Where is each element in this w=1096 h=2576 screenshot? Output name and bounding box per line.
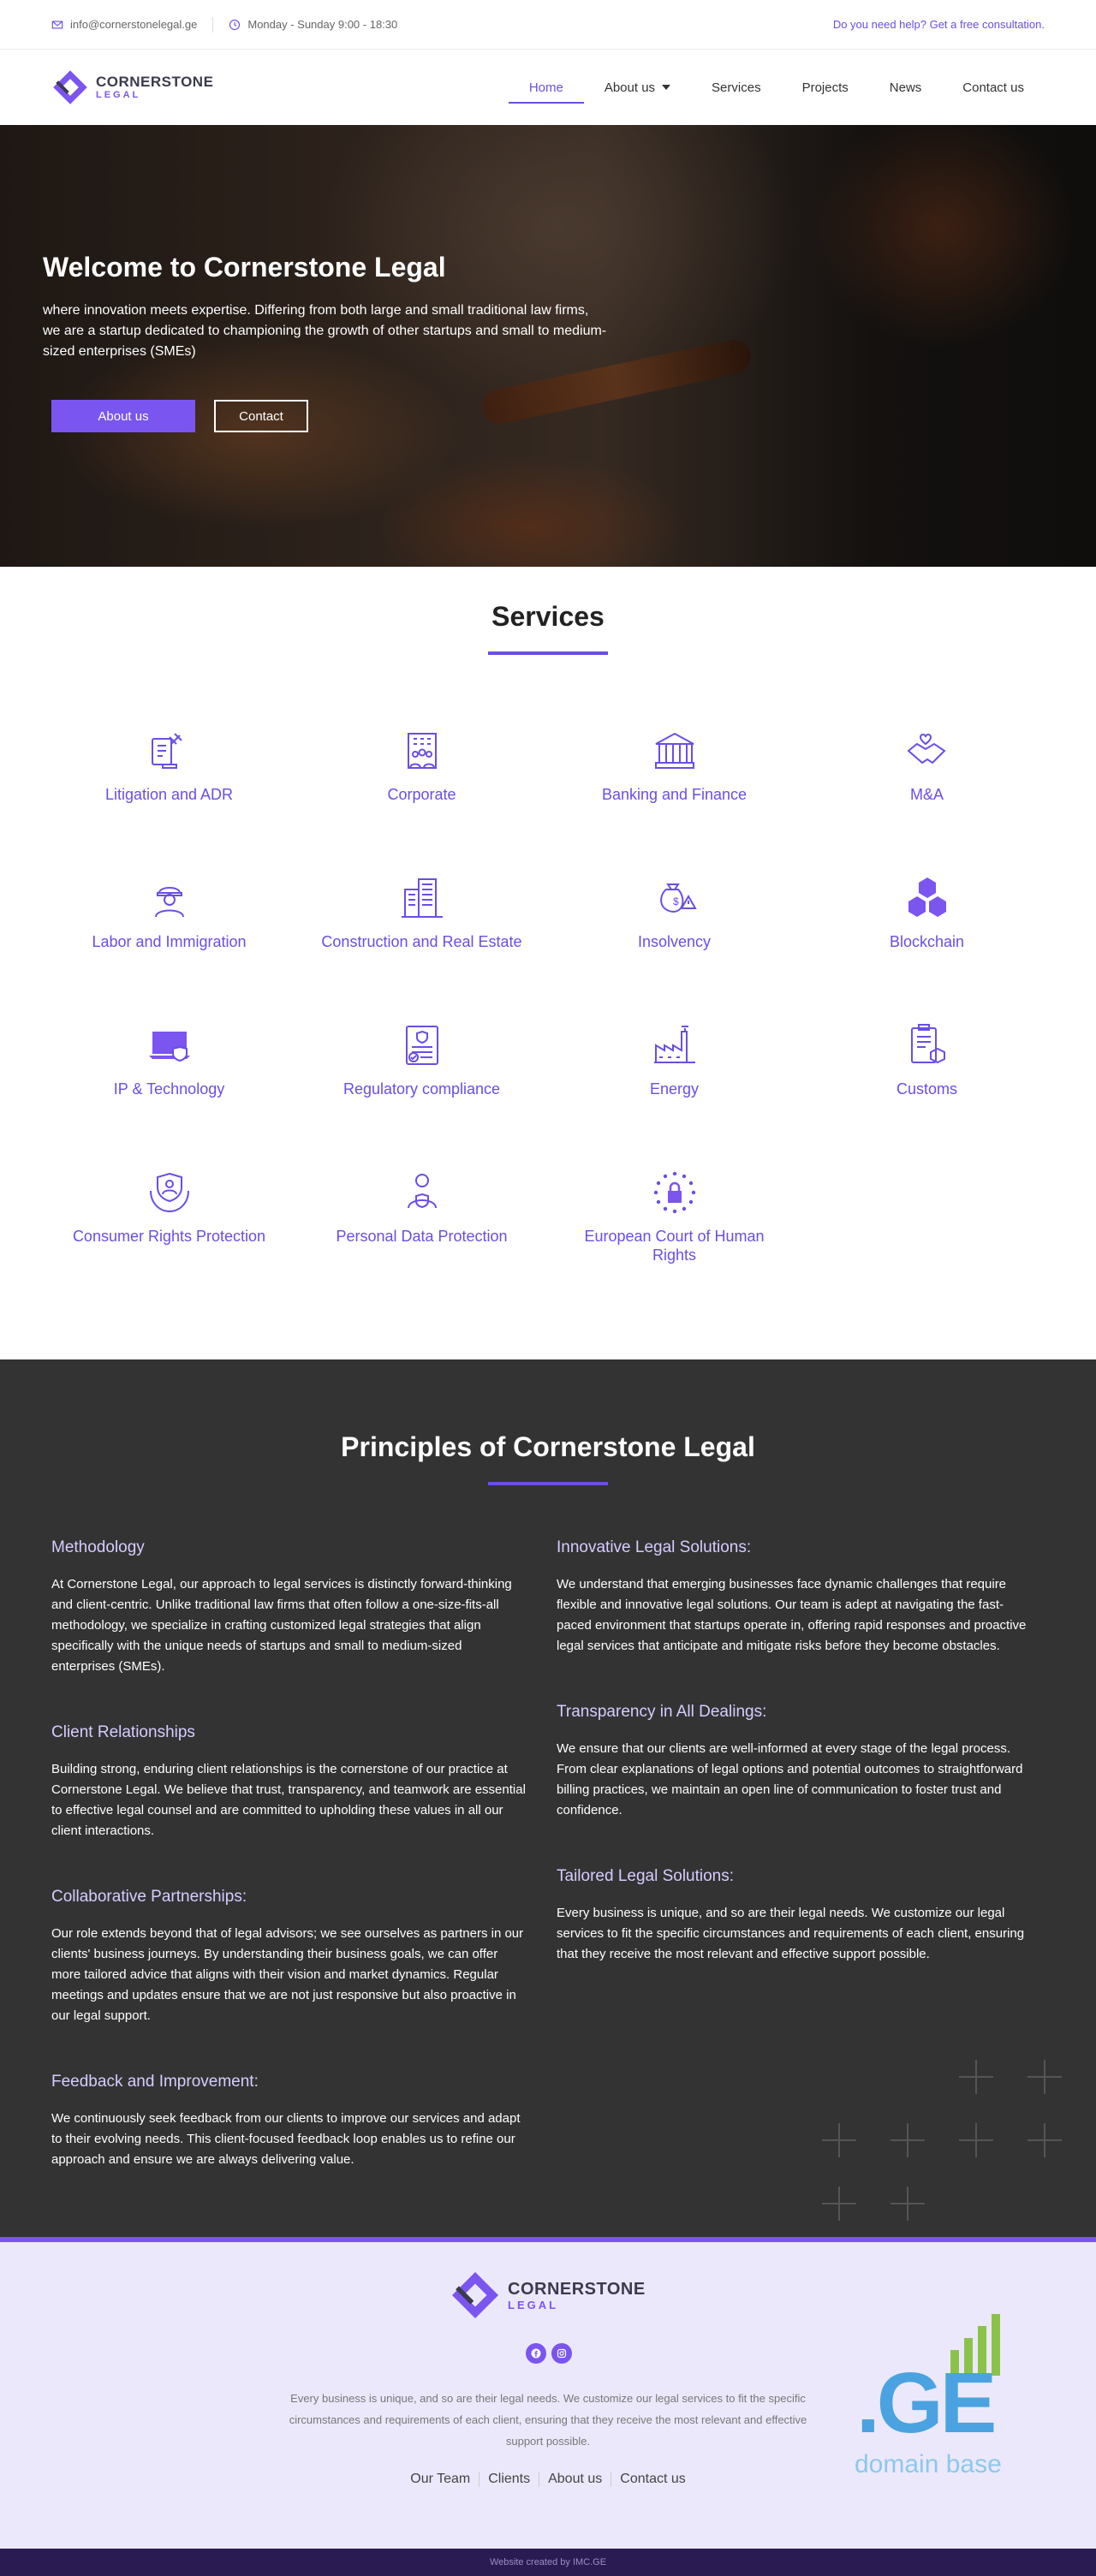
logo-name: CORNERSTONE — [508, 2279, 646, 2299]
svg-text:$: $ — [672, 895, 679, 907]
service-label: Litigation and ADR — [104, 786, 234, 803]
domain-ext: .GE — [856, 2355, 994, 2451]
facebook-link[interactable] — [526, 2343, 546, 2364]
service-label: Energy — [649, 1080, 700, 1098]
nav-about-us[interactable] — [584, 66, 691, 109]
principle-title: Client Relationships — [51, 1723, 195, 1741]
about-us-button[interactable]: About us — [51, 400, 195, 432]
service-labor[interactable] — [43, 854, 295, 1001]
service-regulatory[interactable] — [295, 1001, 548, 1148]
logo-sub: LEGAL — [96, 90, 141, 100]
contact-button[interactable]: Contact — [214, 400, 308, 432]
principle-item — [557, 1703, 1033, 1821]
domain-caption: domain base — [855, 2450, 1002, 2478]
envelope-icon — [51, 19, 63, 31]
principle-item — [51, 2073, 527, 2170]
nav-home[interactable]: Home — [509, 66, 584, 109]
principle-text: Our role extends beyond that of legal advisors; we see ourselves as partners in our clients' business journeys. By understanding their business goals, we can offer more tailored advice that aligns with their vision and market dynamics. Regular meetings and updates ensure that we are not just responsive but also proactive in our legal support. — [51, 1926, 524, 2023]
service-label: Regulatory compliance — [342, 1080, 501, 1098]
instagram-link[interactable] — [551, 2343, 572, 2364]
plus-decoration-icon — [959, 2123, 993, 2157]
footer-link-about-us[interactable]: About us — [539, 2472, 611, 2487]
footer-description: Every business is unique, and so are their legal needs. We customize our legal services to fit the specific circumstances and requirements of each client, ensuring that they receive the most relevant and effective support possible. — [289, 2392, 807, 2448]
handshake-icon — [903, 727, 951, 775]
service-label: Personal Data Protection — [336, 1228, 508, 1245]
main-nav — [509, 66, 1045, 109]
principles-section — [0, 1359, 1096, 2237]
hero-text: where innovation meets expertise. Differing from both large and small traditional law firms, we are a startup dedicated to championing the growth of other startups and small to medium-sized enterprises (SMEs) — [43, 303, 607, 359]
principle-text: We ensure that our clients are well-informed at every stage of the legal process. From clear explanations of legal options and potential outcomes to straightforward billing practices, we maintain an open line of communication to foster trust and confidence. — [557, 1741, 1023, 1817]
divider — [212, 17, 213, 33]
person-shield-icon — [398, 1169, 446, 1217]
site-footer — [0, 2237, 1096, 2549]
footer-link-clients[interactable]: Clients — [479, 2472, 539, 2487]
service-customs[interactable] — [801, 1001, 1053, 1148]
service-insolvency[interactable] — [548, 854, 801, 1001]
plus-decoration-icon — [890, 2186, 925, 2221]
principle-title: Collaborative Partnerships: — [51, 1888, 247, 1906]
diamond-logo-icon — [51, 68, 89, 106]
credit-text[interactable]: Website created by IMC.GE — [489, 2557, 607, 2567]
hands-person-icon — [146, 1169, 194, 1217]
plus-decoration-icon — [1028, 2123, 1062, 2157]
service-echr[interactable] — [548, 1148, 801, 1295]
service-label: Blockchain — [889, 933, 965, 950]
principle-title: Innovative Legal Solutions: — [557, 1538, 752, 1556]
plus-decoration-icon — [822, 2123, 856, 2157]
hero-buttons — [51, 400, 608, 432]
title-underline — [488, 1482, 608, 1485]
nav-projects[interactable]: Projects — [801, 80, 849, 95]
hero-title: Welcome to Cornerstone Legal — [43, 252, 446, 283]
cubes-icon — [903, 874, 951, 922]
gavel-icon — [146, 727, 194, 775]
laptop-shield-icon — [146, 1021, 194, 1069]
eu-lock-icon — [651, 1169, 699, 1217]
principle-item — [557, 1538, 1033, 1657]
service-label: Labor and Immigration — [92, 933, 247, 950]
logo-name: CORNERSTONE — [96, 74, 214, 90]
service-corporate[interactable] — [295, 706, 548, 854]
bottom-bar — [0, 2549, 1096, 2576]
service-label: IP & Technology — [113, 1080, 225, 1098]
footer-link-contact-us[interactable]: Contact us — [611, 2472, 694, 2487]
working-hours — [229, 18, 397, 31]
plus-decoration-icon — [822, 2186, 856, 2221]
footer-logo[interactable] — [450, 2270, 646, 2321]
document-check-icon — [398, 1021, 446, 1069]
hours-text: Monday - Sunday 9:00 - 18:30 — [247, 18, 398, 31]
principle-text: We understand that emerging businesses face dynamic challenges that require flexible and innovative legal solutions. Our team is adept at navigating the fast-paced environment that startups operate in, offering rapid responses and proactive legal services that anticipate and mitigate risks before they become obstacles. — [557, 1577, 1027, 1653]
email-text: info@cornerstonelegal.ge — [70, 18, 198, 31]
service-blockchain[interactable] — [801, 854, 1053, 1001]
email-contact[interactable] — [51, 18, 197, 31]
nav-contact-us[interactable]: Contact us — [962, 80, 1024, 95]
service-ma[interactable] — [801, 706, 1053, 854]
clipboard-box-icon — [903, 1021, 951, 1069]
principle-item — [51, 1888, 527, 2026]
principle-item — [51, 1723, 527, 1841]
principle-text: We continuously seek feedback from our clients to improve our services and adapt to their evolving needs. This client-focused feedback loop enables us to refine our approach and ensure we are always delivering value. — [51, 2111, 521, 2167]
money-bag-warning-icon — [651, 874, 699, 922]
free-consultation-link[interactable]: Do you need help? Get a free consultation. — [832, 18, 1045, 31]
building-people-icon — [398, 727, 446, 775]
service-energy[interactable] — [548, 1001, 801, 1148]
principle-title: Feedback and Improvement: — [51, 2073, 259, 2091]
principles-grid — [0, 1538, 1096, 2216]
plus-decoration-icon — [890, 2123, 925, 2157]
top-bar — [0, 0, 1096, 50]
skyscraper-icon — [398, 874, 446, 922]
nav-about-label: About us — [604, 80, 656, 95]
service-label: Corporate — [387, 786, 456, 803]
domain-base-badge[interactable] — [848, 2309, 1036, 2480]
hero-banner — [0, 125, 1096, 567]
footer-link-our-team[interactable]: Our Team — [410, 2472, 471, 2486]
plus-decoration-icon — [1028, 2060, 1062, 2094]
service-label: European Court of Human Rights — [584, 1228, 765, 1264]
worker-icon — [146, 874, 194, 922]
service-label: Construction and Real Estate — [321, 933, 522, 950]
principle-title: Tailored Legal Solutions: — [557, 1867, 735, 1885]
nav-services[interactable]: Services — [712, 80, 761, 95]
service-construction[interactable] — [295, 854, 548, 1001]
service-ip-tech[interactable] — [43, 1001, 295, 1148]
factory-icon — [651, 1021, 699, 1069]
service-litigation[interactable] — [43, 706, 295, 854]
site-header — [0, 50, 1096, 125]
site-logo[interactable] — [51, 68, 213, 106]
plus-decoration-icon — [959, 2060, 993, 2094]
service-label: M&A — [909, 786, 944, 803]
diamond-logo-icon — [450, 2270, 501, 2321]
principle-text: Building strong, enduring client relationships is the cornerstone of our practice at Cornerstone Legal. We believe that trust, transparency, and teamwork are essential to effective legal counsel and are committed to upholding these values in all our client interactions. — [51, 1762, 526, 1838]
principle-text: At Cornerstone Legal, our approach to legal services is distinctly forward-thinking and client-centric. Unlike traditional law firms that often follow a one-size-fits-all methodology, we specialize in crafting customized legal strategies that align specifically with the unique needs of startups and small to medium-sized enterprises (SMEs). — [51, 1577, 512, 1674]
instagram-icon — [557, 2348, 567, 2359]
service-consumer-rights[interactable] — [43, 1148, 295, 1295]
bank-icon — [651, 727, 699, 775]
services-section — [0, 567, 1096, 1359]
service-data-protection[interactable] — [295, 1148, 548, 1295]
nav-news[interactable]: News — [889, 80, 922, 95]
service-banking[interactable] — [548, 706, 801, 854]
hero-content — [43, 252, 608, 432]
social-links — [526, 2343, 572, 2364]
principles-title: Principles of Cornerstone Legal — [341, 1431, 755, 1462]
principle-item — [557, 1867, 1033, 1965]
title-underline — [488, 651, 608, 655]
principles-left-column — [51, 1538, 527, 2216]
services-grid — [0, 706, 1096, 1295]
caret-down-icon — [662, 85, 670, 90]
top-bar-info — [51, 17, 397, 33]
service-label: Banking and Finance — [601, 786, 748, 803]
principle-item — [51, 1538, 527, 1677]
principle-title: Methodology — [51, 1538, 145, 1556]
service-label: Consumer Rights Protection — [72, 1228, 266, 1245]
logo-sub: LEGAL — [508, 2298, 559, 2311]
principles-right-column — [557, 1538, 1033, 2216]
principle-text: Every business is unique, and so are their legal needs. We customize our legal services to fit the specific circumstances and requirements of each client, ensuring that they receive the most relevant and effective support possible. — [557, 1906, 1025, 1961]
service-label: Customs — [896, 1080, 957, 1098]
principle-title: Transparency in All Dealings: — [557, 1703, 767, 1721]
service-label: Insolvency — [637, 933, 712, 950]
services-title: Services — [491, 601, 605, 632]
clock-icon — [229, 19, 241, 31]
facebook-icon — [531, 2348, 541, 2359]
